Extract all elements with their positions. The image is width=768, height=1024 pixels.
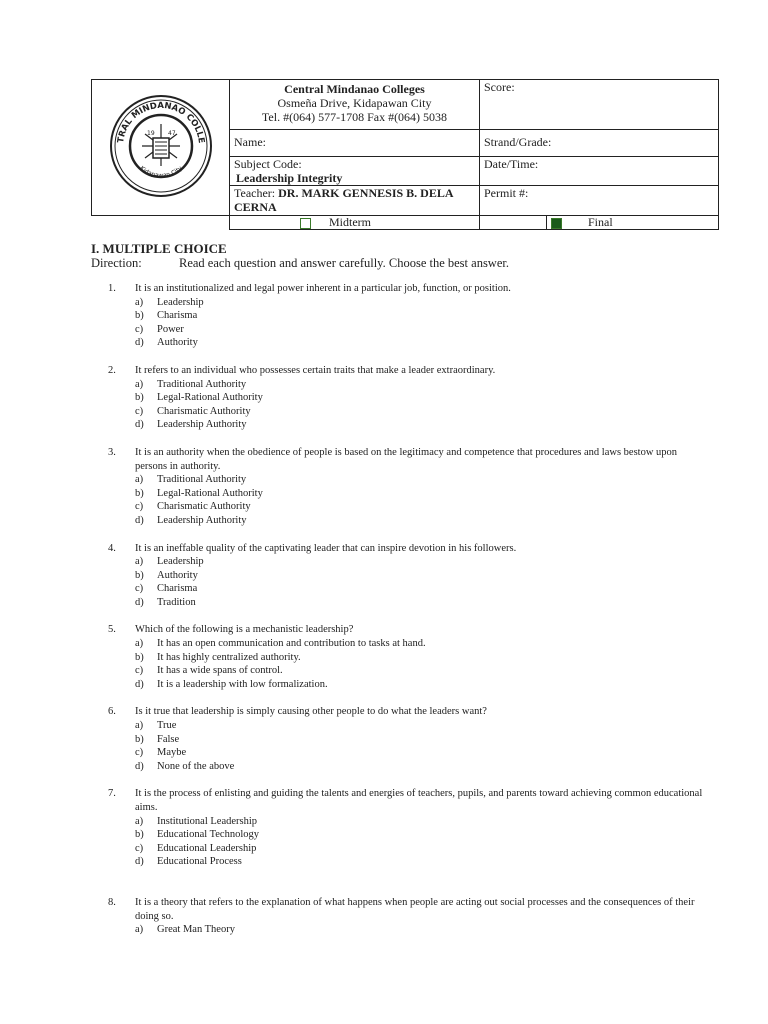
subject-code-label: Subject Code: [234, 157, 302, 171]
answer-option[interactable] [108, 391, 708, 405]
direction-line [91, 256, 509, 271]
option-text: True [157, 720, 177, 732]
option-text: Traditional Authority [157, 474, 247, 486]
answer-option[interactable] [108, 596, 708, 610]
option-letter: d) [135, 596, 144, 608]
permit-cell[interactable] [480, 186, 719, 216]
answer-option[interactable] [108, 582, 708, 596]
midterm-option[interactable] [230, 216, 480, 230]
option-letter: a) [135, 296, 144, 308]
option-text: Charisma [157, 310, 198, 322]
teacher-label: Teacher: [234, 186, 276, 200]
school-info-cell [230, 80, 480, 130]
answer-option[interactable] [108, 405, 708, 419]
question-item [108, 896, 708, 937]
question-text: It is the process of enlisting and guiding the talents and energies of teachers, pupils, and parents toward achieving common educational aims. [135, 788, 703, 813]
strand-cell[interactable] [480, 130, 719, 157]
option-letter: d) [135, 419, 144, 431]
option-letter: b) [135, 392, 144, 404]
option-letter: c) [135, 405, 144, 417]
option-text: Tradition [157, 596, 196, 608]
question-item [108, 542, 708, 610]
school-contact: Tel. #(064) 577-1708 Fax #(064) 5038 [261, 110, 448, 124]
option-letter: c) [135, 747, 144, 759]
question-item [108, 364, 708, 432]
strand-label: Strand/Grade: [484, 135, 552, 149]
answer-option[interactable] [108, 487, 708, 501]
seal-year-left: 19 [146, 129, 155, 137]
question-number: 8. [108, 896, 116, 908]
answer-option[interactable] [108, 555, 708, 569]
question-number: 7. [108, 788, 116, 800]
school-name: Central Mindanao Colleges [284, 82, 425, 96]
option-letter: a) [135, 474, 144, 486]
question-number: 2. [108, 364, 116, 376]
answer-option[interactable] [108, 719, 708, 733]
question-item [108, 787, 708, 869]
name-label: Name: [234, 135, 266, 149]
option-letter: d) [135, 514, 144, 526]
subject-cell [230, 157, 480, 186]
answer-option[interactable] [108, 760, 708, 774]
option-letter: d) [135, 678, 144, 690]
option-letter: c) [135, 842, 144, 854]
question-item [108, 282, 708, 350]
question-item [108, 705, 708, 773]
question-number: 4. [108, 542, 116, 554]
question-text: Is it true that leadership is simply causing other people to do what the leaders want? [135, 706, 487, 718]
question-text: It is an authority when the obedience of people is based on the legitimacy and competence that procedures and laws bestow upon persons in authority. [135, 446, 678, 472]
answer-option[interactable] [108, 828, 708, 842]
option-letter: d) [135, 856, 144, 868]
answer-option[interactable] [108, 855, 708, 869]
seal-bottom-text: Kidapawan City [137, 164, 184, 179]
date-cell[interactable] [480, 157, 719, 186]
subject-name: Leadership Integrity [236, 171, 343, 185]
date-label: Date/Time: [484, 157, 539, 171]
option-letter: b) [135, 310, 144, 322]
answer-option[interactable] [108, 815, 708, 829]
option-letter: b) [135, 487, 144, 499]
question-text: It is a theory that refers to the explanation of what happens when people are acting out social processes and the consequences of their doing so. [135, 896, 695, 922]
option-text: Leadership [157, 556, 204, 568]
score-label: Score: [484, 80, 515, 94]
question-number: 6. [108, 706, 116, 718]
questions-list [108, 282, 708, 937]
option-letter: c) [135, 583, 144, 595]
option-text: Educational Technology [157, 829, 260, 841]
option-text: Power [157, 323, 184, 335]
option-text: Authority [157, 337, 198, 349]
option-text: Educational Process [157, 856, 242, 868]
option-text: Great Man Theory [157, 924, 235, 936]
midterm-checkbox[interactable] [300, 218, 311, 229]
option-text: Leadership [157, 296, 204, 308]
option-letter: a) [135, 720, 144, 732]
option-letter: a) [135, 815, 144, 827]
exam-type-gap [480, 216, 547, 230]
answer-option[interactable] [108, 473, 708, 487]
option-letter: c) [135, 323, 144, 335]
option-letter: c) [135, 501, 144, 513]
answer-option[interactable] [108, 418, 708, 432]
seal-top-text: TRAL MINDANAO COLLE [115, 100, 206, 144]
option-letter: c) [135, 665, 144, 677]
option-text: It is a leadership with low formalization. [157, 678, 328, 690]
question-text: It is an institutionalized and legal power inherent in a particular job, function, or position. [135, 283, 511, 294]
question-item [108, 623, 708, 691]
answer-option[interactable] [108, 842, 708, 856]
option-text: Legal-Rational Authority [157, 392, 263, 404]
option-text: Authority [157, 569, 198, 581]
option-text: Leadership Authority [157, 514, 247, 526]
answer-option[interactable] [108, 923, 708, 937]
school-logo-cell [92, 80, 230, 216]
answer-option[interactable] [108, 733, 708, 747]
option-letter: b) [135, 829, 144, 841]
answer-option[interactable] [108, 336, 708, 350]
option-letter: a) [135, 638, 144, 650]
permit-label: Permit #: [484, 186, 529, 200]
section-title: I. MULTIPLE CHOICE [91, 241, 227, 256]
option-letter: d) [135, 337, 144, 349]
answer-option[interactable] [108, 637, 708, 651]
direction-text: Read each question and answer carefully. Choose the best answer. [179, 256, 509, 270]
option-text: Maybe [157, 747, 187, 759]
exam-header-table [91, 79, 719, 230]
option-text: Charismatic Authority [157, 501, 251, 513]
teacher-cell [230, 186, 480, 216]
school-seal-logo [109, 94, 213, 198]
score-cell[interactable] [480, 80, 719, 130]
option-text: Traditional Authority [157, 378, 247, 390]
answer-option[interactable] [108, 746, 708, 760]
option-text: Leadership Authority [157, 419, 247, 431]
option-text: It has a wide spans of control. [157, 665, 283, 677]
answer-option[interactable] [108, 569, 708, 583]
question-number: 5. [108, 624, 116, 636]
question-number: 3. [108, 446, 116, 458]
question-text: Which of the following is a mechanistic leadership? [135, 624, 354, 636]
question-text: It is an ineffable quality of the captivating leader that can inspire devotion in his followers. [135, 542, 517, 554]
answer-option[interactable] [108, 500, 708, 514]
answer-option[interactable] [108, 678, 708, 692]
option-text: Charismatic Authority [157, 405, 251, 417]
question-text: It refers to an individual who possesses certain traits that make a leader extraordinary. [135, 364, 496, 376]
final-label: Final [588, 215, 613, 229]
exam-type-spacer [92, 216, 230, 230]
name-cell[interactable] [230, 130, 480, 157]
final-checkbox[interactable] [551, 218, 562, 229]
answer-option[interactable] [108, 664, 708, 678]
direction-label: Direction: [91, 256, 142, 270]
option-letter: a) [135, 924, 144, 936]
option-text: None of the above [157, 760, 235, 772]
school-address: Osmeña Drive, Kidapawan City [277, 96, 432, 110]
option-letter: a) [135, 556, 144, 568]
option-text: It has an open communication and contribution to tasks at hand. [157, 638, 426, 650]
question-item [108, 446, 708, 528]
final-option[interactable] [547, 216, 719, 230]
option-text: Charisma [157, 583, 198, 595]
option-text: Institutional Leadership [157, 815, 258, 827]
question-number: 1. [108, 283, 116, 294]
option-letter: b) [135, 733, 144, 745]
teacher-name: DR. MARK GENNESIS B. DELA CERNA [234, 186, 453, 214]
option-letter: b) [135, 569, 144, 581]
answer-option[interactable] [108, 296, 708, 310]
option-letter: a) [135, 378, 144, 390]
answer-option[interactable] [108, 309, 708, 323]
option-letter: d) [135, 760, 144, 772]
answer-option[interactable] [108, 514, 708, 528]
answer-option[interactable] [108, 651, 708, 665]
option-text: Legal-Rational Authority [157, 487, 263, 499]
option-letter: b) [135, 651, 144, 663]
option-text: False [157, 733, 180, 745]
answer-option[interactable] [108, 378, 708, 392]
answer-option[interactable] [108, 323, 708, 337]
option-text: Educational Leadership [157, 842, 257, 854]
midterm-label: Midterm [329, 215, 371, 229]
seal-year-right: 47 [167, 129, 176, 137]
option-text: It has highly centralized authority. [157, 651, 301, 663]
